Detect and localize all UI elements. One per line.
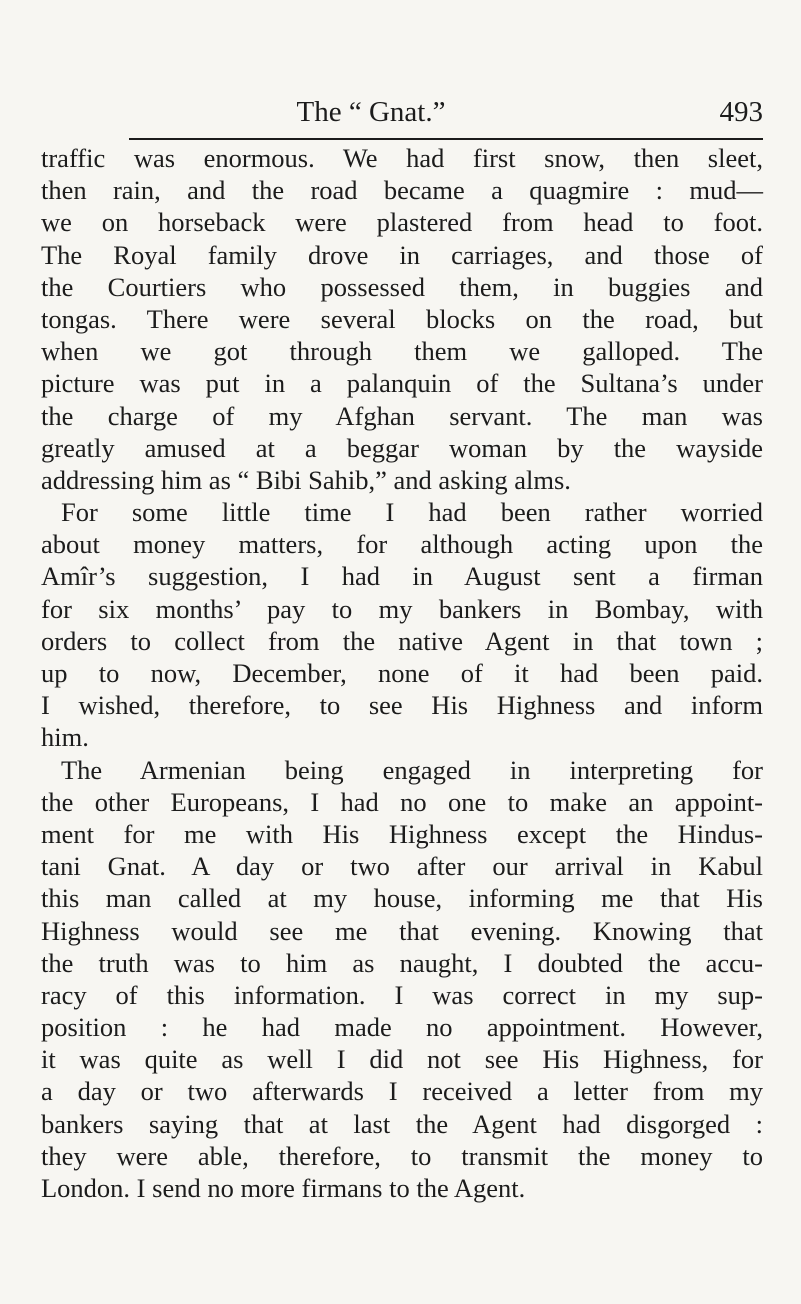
- text-line: him.: [41, 722, 89, 753]
- text-line: about money matters, for although acting upon the: [41, 529, 763, 560]
- text-line: London. I send no more firmans to the Agent.: [41, 1173, 526, 1203]
- text-line: the charge of my Afghan servant. The man was: [41, 400, 763, 431]
- text-line: position : he had made no appointment. However,: [41, 1012, 763, 1043]
- text-line: the other Europeans, I had no one to make an appoint-: [41, 786, 763, 817]
- text-line: picture was put in a palanquin of the Sultana’s under: [41, 368, 763, 399]
- text-line: the truth was to him as naught, I doubted the accu-: [41, 947, 763, 978]
- text-line: bankers saying that at last the Agent had disgorged :: [41, 1108, 763, 1139]
- text-line: tongas. There were several blocks on the road, but: [41, 303, 763, 334]
- running-title: The “ Gnat.”: [296, 96, 446, 128]
- text-line: Highness would see me that evening. Knowing that: [41, 915, 763, 946]
- text-line: a day or two afterwards I received a letter from my: [41, 1076, 763, 1107]
- running-head: [41, 92, 763, 132]
- header-rule: [129, 138, 763, 140]
- text-line: The Royal family drove in carriages, and those of: [41, 239, 763, 270]
- text-line: addressing him as “ Bibi Sahib,” and asking alms.: [41, 464, 571, 495]
- text-line: orders to collect from the native Agent in that town ;: [41, 625, 763, 656]
- text-line: for six months’ pay to my bankers in Bombay, with: [41, 593, 763, 624]
- page-number: 493: [719, 96, 763, 128]
- text-line: The Armenian being engaged in interpreting for: [61, 754, 763, 785]
- text-line: racy of this information. I was correct in my sup-: [41, 979, 763, 1010]
- text-line: then rain, and the road became a quagmire : mud—: [41, 175, 763, 206]
- text-line: when we got through them we galloped. The: [41, 336, 763, 367]
- text-line: ment for me with His Highness except the Hindus-: [41, 818, 763, 849]
- text-line: I wished, therefore, to see His Highness and inform: [41, 690, 763, 721]
- text-line: For some little time I had been rather worried: [61, 497, 763, 528]
- text-line: tani Gnat. A day or two after our arrival in Kabul: [41, 851, 763, 882]
- text-line: it was quite as well I did not see His Highness, for: [41, 1044, 763, 1075]
- body-text: [41, 142, 763, 1204]
- book-page: [41, 0, 763, 1304]
- text-line: the Courtiers who possessed them, in buggies and: [41, 271, 763, 302]
- text-line: traffic was enormous. We had first snow, then sleet,: [41, 143, 763, 173]
- text-line: this man called at my house, informing me that His: [41, 883, 763, 914]
- text-line: we on horseback were plastered from head to foot.: [41, 207, 763, 238]
- text-line: they were able, therefore, to transmit the money to: [41, 1140, 763, 1171]
- text-line: greatly amused at a beggar woman by the wayside: [41, 432, 763, 463]
- text-line: Amîr’s suggestion, I had in August sent a firman: [41, 561, 763, 592]
- text-line: up to now, December, none of it had been paid.: [41, 658, 763, 688]
